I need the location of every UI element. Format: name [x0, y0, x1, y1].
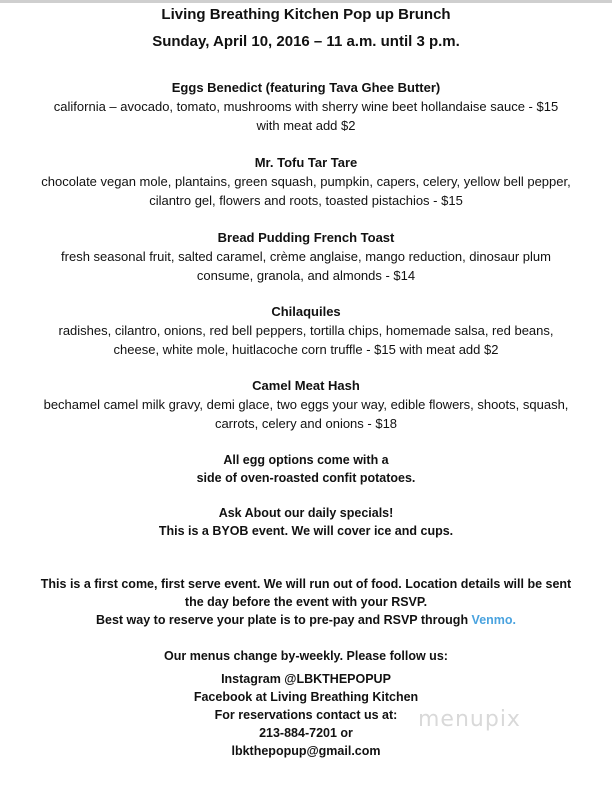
- menu-item-camel-meat-hash: [10, 376, 602, 433]
- menupix-watermark: menupix: [418, 707, 521, 732]
- facebook-page: Facebook at Living Breathing Kitchen: [193, 690, 419, 704]
- menu-item-title: Bread Pudding French Toast: [217, 230, 395, 245]
- menu-item-bread-pudding: [10, 228, 602, 285]
- menu-item-desc: california – avocado, tomato, mushrooms with sherry wine beet hollandaise sauce - $15: [53, 99, 559, 114]
- first-come-note: [10, 575, 602, 629]
- note-line: side of oven-roasted confit potatoes.: [196, 471, 416, 485]
- menu-item-desc: cilantro gel, flowers and roots, toasted pistachios - $15: [149, 193, 463, 208]
- reservations-label: For reservations contact us at:: [214, 708, 398, 722]
- menu-item-title: Eggs Benedict (featuring Tava Ghee Butter): [171, 80, 441, 95]
- note-line: the day before the event with your RSVP.: [184, 595, 428, 609]
- page-title: Living Breathing Kitchen Pop up Brunch: [161, 6, 451, 23]
- menu-item-eggs-benedict: [10, 78, 602, 135]
- menu-item-title: Chilaquiles: [271, 304, 341, 319]
- venmo-link[interactable]: Venmo.: [471, 613, 517, 627]
- top-border: [0, 0, 612, 3]
- note-line: This is a first come, first serve event. We will run out of food. Location details will be sent: [40, 577, 572, 591]
- specials-note: [10, 504, 602, 540]
- phone-number: 213-884-7201 or: [259, 726, 353, 740]
- note-line: All egg options come with a: [223, 453, 389, 467]
- menu-item-desc: chocolate vegan mole, plantains, green squash, pumpkin, capers, celery, yellow bell pepper,: [41, 174, 571, 189]
- menu-item-tofu-tar-tare: [10, 153, 602, 210]
- menu-item-desc: bechamel camel milk gravy, demi glace, two eggs your way, edible flowers, shoots, squash,: [43, 397, 569, 412]
- menu-item-desc: cheese, white mole, huitlacoche corn truffle - $15 with meat add $2: [113, 342, 499, 357]
- menu-item-title: Camel Meat Hash: [252, 378, 360, 393]
- email-address: lbkthepopup@gmail.com: [231, 744, 381, 758]
- menu-item-desc: fresh seasonal fruit, salted caramel, crème anglaise, mango reduction, dinosaur plum: [61, 249, 551, 264]
- menu-item-desc: radishes, cilantro, onions, red bell peppers, tortilla chips, homemade salsa, red beans,: [58, 323, 554, 338]
- egg-options-note: [10, 451, 602, 487]
- reserve-line: [10, 611, 602, 629]
- event-date: Sunday, April 10, 2016 – 11 a.m. until 3 p.m.: [152, 33, 460, 50]
- menu-item-desc: consume, granola, and almonds - $14: [196, 268, 416, 283]
- reserve-text: Best way to reserve your plate is to pre-pay and RSVP through: [95, 613, 472, 627]
- menu-item-title: Mr. Tofu Tar Tare: [254, 155, 358, 170]
- note-line: Ask About our daily specials!: [218, 506, 394, 520]
- note-line: This is a BYOB event. We will cover ice and cups.: [158, 524, 454, 538]
- menu-item-chilaquiles: [10, 302, 602, 359]
- instagram-handle: Instagram @LBKTHEPOPUP: [221, 672, 391, 686]
- follow-note: Our menus change by-weekly. Please follow us:: [164, 649, 448, 663]
- menu-item-desc: carrots, celery and onions - $18: [214, 416, 398, 431]
- menu-item-desc: with meat add $2: [256, 118, 356, 133]
